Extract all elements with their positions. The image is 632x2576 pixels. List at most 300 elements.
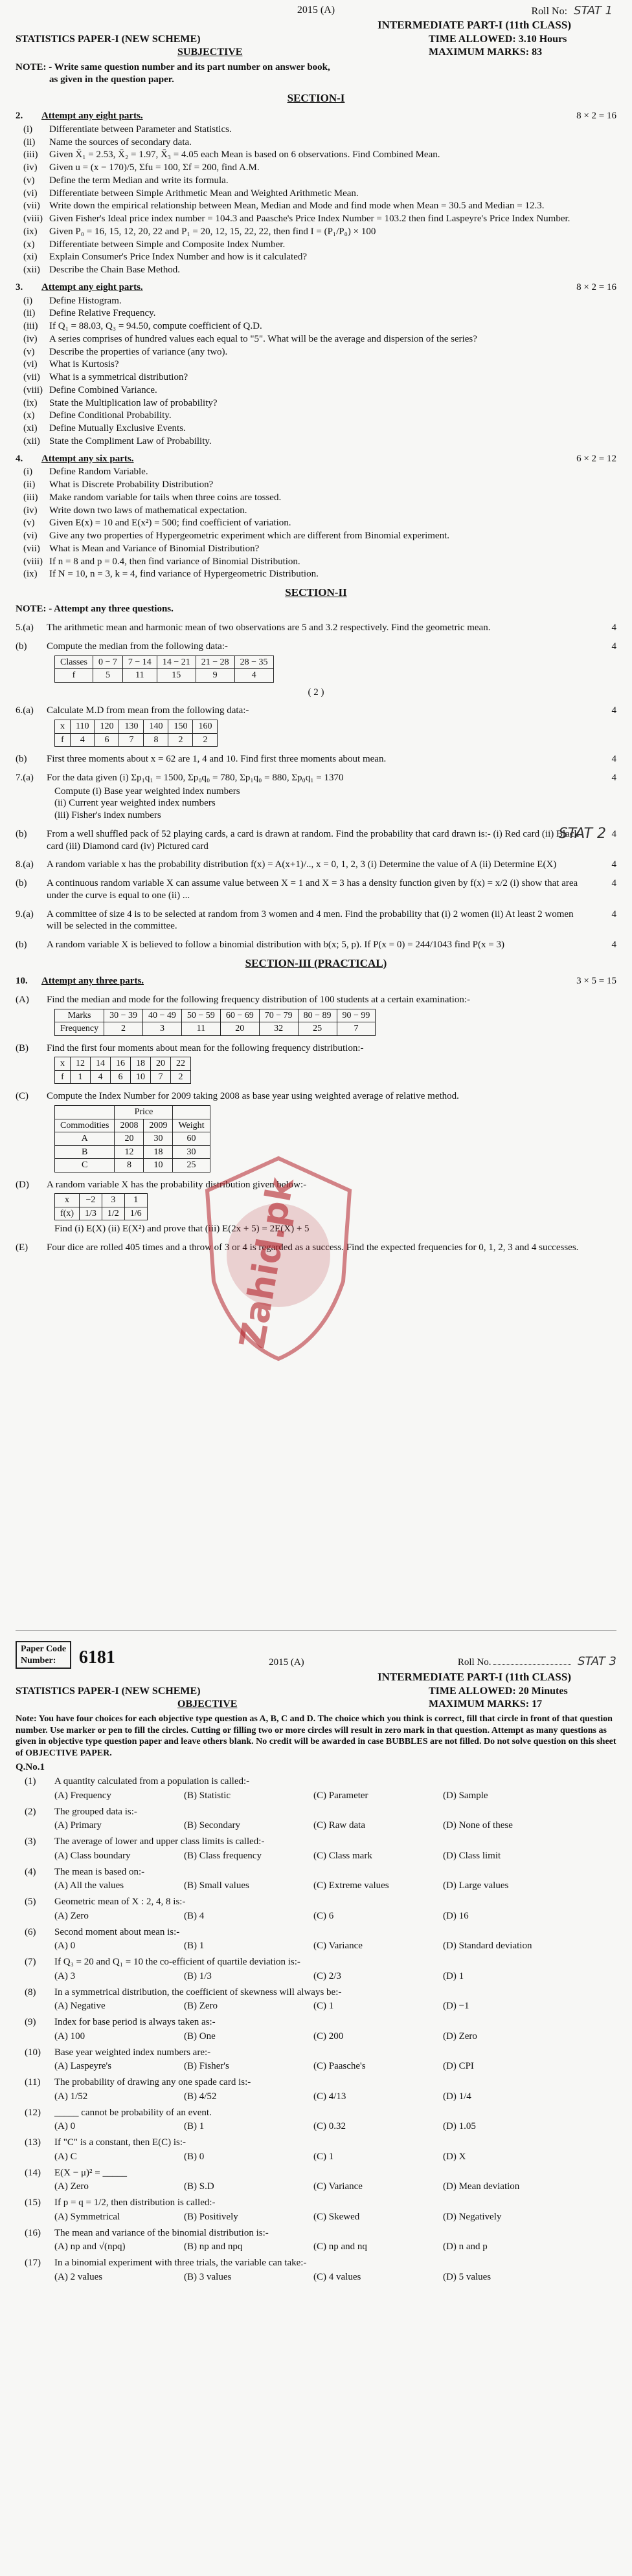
question-3-parts	[16, 295, 616, 448]
part-number: (v)	[23, 175, 35, 186]
mcq-option: (B) Positively	[184, 2211, 238, 2222]
part-number: (ix)	[23, 569, 38, 580]
question-part	[16, 384, 616, 397]
table-cell: 25	[173, 1159, 210, 1172]
question-part	[16, 295, 616, 307]
part-text: What is Discrete Probability Distribution?	[49, 479, 214, 490]
question-marks: 4	[611, 859, 616, 870]
table-row	[55, 1009, 376, 1022]
mcq-option: (C) Skewed	[313, 2211, 360, 2222]
mcq-question	[16, 2167, 616, 2179]
table-row	[55, 1207, 148, 1220]
table-cell: 15	[157, 669, 196, 683]
table-cell: 7 − 14	[122, 655, 157, 669]
mcq-option: (C) Variance	[313, 1941, 363, 1952]
question-part	[16, 410, 616, 422]
mcq-option: (D) None of these	[443, 1820, 513, 1831]
question-number: (b)	[16, 754, 27, 764]
part-text: Define Histogram.	[49, 295, 122, 306]
mcq-option: (A) All the values	[54, 1880, 124, 1891]
paper-type: OBJECTIVE	[177, 1699, 238, 1710]
type-row	[16, 46, 616, 59]
part-text: Define Combined Variance.	[49, 384, 157, 395]
table-cell: 18	[131, 1057, 151, 1071]
table-cell: 16	[111, 1057, 131, 1071]
question-marks: 4	[611, 878, 616, 888]
section-1-title: SECTION-I	[287, 91, 345, 104]
max-marks: MAXIMUM MARKS: 83	[429, 47, 543, 58]
mcq-option: (D) Negatively	[443, 2211, 502, 2222]
question-10B	[16, 1042, 616, 1055]
table-cell: 8	[115, 1159, 144, 1172]
objective-top-row	[16, 1641, 616, 1669]
mcq-option: (A) Frequency	[54, 1790, 111, 1801]
mcq-option: (A) C	[54, 2151, 77, 2162]
table-cell: Marks	[55, 1009, 104, 1022]
table-cell: x	[55, 1057, 71, 1071]
page-number: ( 2 )	[308, 687, 324, 698]
question-number: 6.(a)	[16, 705, 34, 716]
question-part	[16, 188, 616, 200]
objective-type-row	[16, 1698, 616, 1711]
mcq-number: (9)	[25, 2017, 36, 2027]
part-number: (viii)	[23, 214, 43, 224]
table-cell: Weight	[173, 1119, 210, 1132]
question-number: 8.(a)	[16, 859, 34, 870]
question-text: A continuous random variable X can assume value between X = 1 and X = 3 has a density function given by f(x) = x/2 (i) show that area under the curve is equal to one (ii) ...	[47, 878, 578, 901]
part-number: (vi)	[23, 188, 38, 199]
question-10E	[16, 1242, 616, 1254]
question-9a	[16, 908, 616, 933]
part-number: (iii)	[23, 149, 38, 160]
mcq-text: The mean is based on:-	[54, 1866, 145, 1877]
question-marks: 6 × 2 = 12	[576, 453, 616, 464]
part-number: (ii)	[23, 137, 36, 148]
part-text: If Q₁ = 88.03, Q₃ = 94.50, compute coefficient of Q.D.	[49, 321, 262, 331]
part-number: (ix)	[23, 397, 38, 408]
part-number: (x)	[23, 410, 35, 421]
table-cell: 90 − 99	[337, 1009, 376, 1022]
mcq-number: (8)	[25, 1987, 36, 1998]
mcq-option: (A) np and √(npq)	[54, 2241, 126, 2252]
question-part	[16, 530, 616, 542]
question-part	[16, 423, 616, 435]
table-cell	[173, 1106, 210, 1119]
mcq-option: (A) Zero	[54, 1910, 89, 1921]
table-row	[55, 1070, 191, 1084]
question-part	[16, 264, 616, 276]
part-text: Describe the properties of variance (any two).	[49, 346, 228, 357]
part-number: (i)	[23, 295, 33, 306]
mcq-number: (15)	[25, 2197, 41, 2208]
mcq-number: (13)	[25, 2137, 41, 2148]
mcq-number: (5)	[25, 1897, 36, 1907]
section-3-title: SECTION-III (PRACTICAL)	[245, 956, 387, 969]
table-cell: 5	[93, 669, 123, 683]
question-text: Compute the median from the following data:-	[47, 641, 228, 652]
table-cell: 30 − 39	[104, 1009, 143, 1022]
table-row	[55, 669, 274, 683]
mcq-option: (C) 200	[313, 2031, 344, 2042]
question-4	[16, 453, 616, 581]
page-divider	[16, 1630, 616, 1631]
note-continued: as given in the question paper.	[49, 74, 174, 85]
subject: STATISTICS PAPER-I (NEW SCHEME)	[16, 1686, 201, 1697]
table-cell: 32	[259, 1022, 298, 1036]
mcq-option: (A) 0	[54, 2121, 76, 2132]
part-number: (v)	[23, 346, 35, 357]
table-cell: 9	[196, 669, 234, 683]
mcq-number: (2)	[25, 1806, 36, 1817]
question-text: Compute the Index Number for 2009 taking 2008 as base year using weighted average of relative method.	[47, 1091, 459, 1102]
question-marks: 4	[611, 641, 616, 652]
part-number: (vi)	[23, 359, 38, 370]
table-cell: x	[55, 1194, 80, 1207]
mcq-option: (A) Zero	[54, 2181, 89, 2192]
part-number: (iii)	[23, 492, 38, 503]
question-instruction: Attempt any six parts.	[41, 453, 134, 464]
part-number: (viii)	[23, 556, 43, 567]
question-number: (E)	[16, 1242, 28, 1253]
part-number: (vii)	[23, 372, 40, 382]
table-cell: 22	[171, 1057, 191, 1071]
part-number: (iv)	[23, 162, 38, 173]
mcq-option: (D) Sample	[443, 1790, 488, 1801]
part-number: (iv)	[23, 505, 38, 516]
question-marks: 4	[611, 705, 616, 716]
mcq-option: (C) 0.32	[313, 2121, 346, 2132]
question-text: A committee of size 4 is to be selected at random from 3 women and 4 men. Find the probability that (i) 2 women (ii) At least 2 women will be selected in the committee.	[47, 908, 574, 932]
part-text: Given E(x) = 10 and E(x²) = 500; find coefficient of variation.	[49, 518, 291, 529]
mcq-option: (D) 5 values	[443, 2271, 491, 2282]
table-cell: f(x)	[55, 1207, 80, 1220]
question-marks: 4	[611, 828, 616, 839]
paper-code-number: 6181	[78, 1647, 115, 1668]
roll-no	[531, 4, 613, 19]
table-row	[55, 720, 218, 734]
paper-code-label	[16, 1641, 71, 1669]
table-row	[55, 1057, 191, 1071]
table-cell: f	[55, 733, 71, 747]
objective-year: 2015 (A)	[269, 1657, 304, 1668]
question-text: First three moments about x = 62 are 1, 4 and 10. Find first three moments about mean.	[47, 754, 387, 764]
question-text: A random variable X is believed to follow a binomial distribution with b(x; 5, p). If P(x = 0) = 244/1043 find P(x = 3)	[47, 940, 504, 950]
time-allowed: TIME ALLOWED: 3.10 Hours	[429, 34, 567, 45]
question-text: Four dice are rolled 405 times and a throw of 3 or 4 is regarded as a success. Find the expected frequencies for 0, 1, 2, 3 and 4 successes.	[47, 1242, 579, 1253]
mcq-option: (C) Extreme values	[313, 1880, 389, 1891]
table-cell: 25	[298, 1022, 337, 1036]
table-cell: 12	[71, 1057, 91, 1071]
mcq-question	[16, 2047, 616, 2059]
index-number-table	[54, 1105, 210, 1172]
question-part	[16, 307, 616, 320]
stat-3-handwritten: STAT 3	[578, 1654, 616, 1668]
question-number: (A)	[16, 994, 29, 1005]
question-part	[16, 371, 616, 384]
table-cell: 11	[181, 1022, 220, 1036]
table-cell: 30	[173, 1145, 210, 1159]
part-number: (vii)	[23, 201, 40, 212]
table-cell: 7	[151, 1070, 171, 1084]
mcq-option: (C) 2/3	[313, 1970, 341, 1981]
part-number: (ii)	[23, 308, 36, 319]
mcq-option: (C) Parameter	[313, 1790, 368, 1801]
table-row	[55, 1106, 210, 1119]
table-row	[55, 1145, 210, 1159]
mcq-option: (C) Class mark	[313, 1850, 372, 1861]
table-cell: 2	[171, 1070, 191, 1084]
mcq-option: (A) Laspeyre's	[54, 2061, 112, 2072]
table-cell: 110	[71, 720, 95, 734]
question-number: 4.	[16, 453, 23, 464]
question-number: 2.	[16, 111, 23, 121]
question-marks: 4	[611, 908, 616, 919]
part-number: (i)	[23, 467, 33, 478]
question-part	[16, 358, 616, 371]
mcq-question	[16, 1866, 616, 1878]
question-part	[16, 543, 616, 555]
mcq-text: Second moment about mean is:-	[54, 1926, 180, 1937]
part-text: What is Mean and Variance of Binomial Distribution?	[49, 543, 260, 554]
table-cell: 60	[173, 1132, 210, 1146]
question-part	[16, 397, 616, 410]
table-cell: 50 − 59	[181, 1009, 220, 1022]
table-cell: 2	[104, 1022, 143, 1036]
table-row	[55, 1119, 210, 1132]
table-cell: 3	[102, 1194, 124, 1207]
table-cell: 3	[143, 1022, 182, 1036]
table-cell: 8	[144, 733, 168, 747]
part-text: Given u = (x − 170)/5, Σfu = 100, Σf = 200, find A.M.	[49, 162, 260, 173]
mcq-option: (B) One	[184, 2031, 216, 2042]
mcq-options	[54, 1880, 616, 1892]
question-marks: 4	[611, 772, 616, 783]
question-part	[16, 200, 616, 212]
part-text: Define Mutually Exclusive Events.	[49, 423, 186, 434]
question-8b	[16, 877, 616, 902]
question-part	[16, 568, 616, 580]
part-text: Define Conditional Probability.	[49, 410, 172, 421]
question-marks: 4	[611, 754, 616, 764]
question-2-head	[16, 110, 616, 122]
mcq-number: (16)	[25, 2227, 41, 2238]
question-marks: 8 × 2 = 16	[576, 111, 616, 121]
mcq-text: Index for base period is always taken as:-	[54, 2017, 216, 2027]
part-text: If N = 10, n = 3, k = 4, find variance of Hypergeometric Distribution.	[49, 569, 319, 580]
mcq-question	[16, 2107, 616, 2119]
mcq-options	[54, 2091, 616, 2103]
mcq-option: (A) 1/52	[54, 2091, 88, 2102]
mcq-option: (D) 16	[443, 1910, 469, 1921]
mcq-option: (C) 6	[313, 1910, 334, 1921]
section-2-note: NOTE: - Attempt any three questions.	[16, 604, 174, 615]
part-text: State the Compliment Law of Probability.	[49, 435, 212, 446]
paper-code-box	[16, 1641, 115, 1669]
question-text: From a well shuffled pack of 52 playing cards, a card is drawn at random. Find the probability that card drawn is:- (i) Red card (ii) Black card (iii) Diamond card (iv) Pictured card	[47, 828, 579, 852]
mcq-number: (1)	[25, 1776, 36, 1787]
part-number: (vii)	[23, 543, 40, 554]
mcq-text: A quantity calculated from a population is called:-	[54, 1776, 250, 1787]
mcq-options	[54, 1910, 616, 1922]
table-cell: 1/6	[124, 1207, 147, 1220]
question-6a	[16, 705, 616, 717]
table-cell: 4	[71, 733, 95, 747]
mcq-option: (B) 1	[184, 2121, 205, 2132]
mcq-options	[54, 2271, 616, 2284]
mcq-question	[16, 2227, 616, 2240]
mcq-option: (D) 1	[443, 1970, 464, 1981]
mcq-option: (C) 4 values	[313, 2271, 361, 2282]
question-10C	[16, 1090, 616, 1103]
part-text: Differentiate between Parameter and Statistics.	[49, 124, 232, 135]
mcq-option: (D) n and p	[443, 2241, 488, 2252]
question-marks: 3 × 5 = 15	[576, 976, 616, 986]
table-cell: Commodities	[55, 1119, 115, 1132]
mcq-options	[54, 1940, 616, 1952]
mcq-number: (7)	[25, 1957, 36, 1967]
table-cell: 70 − 79	[259, 1009, 298, 1022]
paper-title: INTERMEDIATE PART-I (11th CLASS)	[377, 19, 571, 31]
question-part	[16, 175, 616, 187]
mcq-option: (B) np and npq	[184, 2241, 243, 2252]
mcq-text: In a symmetrical distribution, the coefficient of skewness will always be:-	[54, 1987, 342, 1998]
question-part	[16, 213, 616, 225]
mcq-option: (C) 1	[313, 2001, 334, 2012]
question-10D	[16, 1179, 616, 1191]
mcq-option: (B) Class frequency	[184, 1850, 262, 1861]
mcq-option: (D) Class limit	[443, 1850, 501, 1861]
question-number: 9.(a)	[16, 908, 34, 919]
question-marks: 4	[611, 622, 616, 633]
table-cell: 6	[111, 1070, 131, 1084]
table-cell: 2	[193, 733, 218, 747]
mcq-option: (B) 1/3	[184, 1970, 212, 1981]
median-data-table	[54, 655, 274, 683]
table-cell: 21 − 28	[196, 655, 234, 669]
index-number-rows	[55, 1132, 210, 1172]
question-7b	[16, 828, 616, 853]
part-number: (ii)	[23, 479, 36, 490]
mcq-option: (D) −1	[443, 2001, 469, 2012]
question-part	[16, 251, 616, 263]
mcq-question	[16, 2076, 616, 2089]
table-cell: 160	[193, 720, 218, 734]
mcq-options	[54, 1820, 616, 1832]
mcq-options	[54, 2151, 616, 2163]
question-part	[16, 346, 616, 358]
table-cell: 10	[131, 1070, 151, 1084]
table-cell: 80 − 89	[298, 1009, 337, 1022]
part-text: Given Fisher's Ideal price index number = 104.3 and Paasche's Price Index Number = 103.2 then find Laspeyre's Price Index Number.	[49, 214, 570, 224]
question-text: Calculate M.D from mean from the following data:-	[47, 705, 249, 716]
mcq-text: Geometric mean of X : 2, 4, 8 is:-	[54, 1897, 186, 1907]
roll-no-label: Roll No:	[531, 6, 568, 17]
mcq-text: Base year weighted index numbers are:-	[54, 2047, 211, 2058]
mcq-option: (C) 4/13	[313, 2091, 346, 2102]
mcq-text: The mean and variance of the binomial distribution is:-	[54, 2227, 269, 2238]
question-number: 3.	[16, 281, 23, 292]
question-7a	[16, 772, 616, 784]
table-cell: 10	[144, 1159, 173, 1172]
mcq-option: (A) Primary	[54, 1820, 102, 1831]
part-number: (xi)	[23, 423, 38, 434]
question-5b	[16, 641, 616, 653]
mcq-question	[16, 2016, 616, 2029]
mcq-option: (C) Variance	[313, 2181, 363, 2192]
paper-code-label-text: Paper Code	[21, 1644, 67, 1654]
time-allowed: TIME ALLOWED: 20 Minutes	[429, 1686, 568, 1697]
part-number: (iii)	[23, 321, 38, 331]
mcq-question	[16, 1806, 616, 1818]
mcq-option: (A) Negative	[54, 2001, 106, 2012]
mcq-text: E(X − μ)² = _____	[54, 2167, 127, 2178]
question-part	[16, 333, 616, 346]
part-text: Given P₀ = 16, 15, 12, 20, 22 and P₁ = 20, 12, 15, 22, 22, then find I = (P₁/P₀) × 100	[49, 226, 376, 237]
mcq-option: (B) S.D	[184, 2181, 214, 2192]
part-number: (i)	[23, 124, 33, 135]
question-5a	[16, 622, 616, 634]
mcq-option: (D) 1/4	[443, 2091, 471, 2102]
part-text: Given X̄₁ = 2.53, X̄₂ = 1.97, X̄₃ = 4.05 each Mean is based on 6 observations. Find Combined Mean.	[49, 149, 440, 160]
table-cell: −2	[80, 1194, 102, 1207]
question-text: A random variable X has the probability distribution given below:-	[47, 1179, 307, 1190]
mcq-option: (D) 1.05	[443, 2121, 476, 2132]
question-number: 10.	[16, 976, 28, 986]
mcq-options	[54, 1850, 616, 1862]
part-number: (xi)	[23, 252, 38, 263]
part-text: Explain Consumer's Price Index Number and how is it calculated?	[49, 252, 308, 263]
table-cell: 20	[115, 1132, 144, 1146]
max-marks: MAXIMUM MARKS: 17	[429, 1699, 543, 1710]
part-text: What is a symmetrical distribution?	[49, 372, 188, 382]
part-text: Define Relative Frequency.	[49, 308, 156, 319]
mcq-question	[16, 1956, 616, 1968]
table-cell: 18	[144, 1145, 173, 1159]
question-text: Find the median and mode for the following frequency distribution of 100 students at a certain examination:-	[47, 994, 471, 1005]
table-cell: C	[55, 1159, 115, 1172]
question-marks: 8 × 2 = 16	[576, 281, 616, 292]
question-instruction: Attempt any eight parts.	[41, 281, 143, 292]
mcq-text: In a binomial experiment with three trials, the variable can take:-	[54, 2258, 307, 2268]
question-part	[16, 239, 616, 251]
table-cell: Frequency	[55, 1022, 104, 1036]
table-cell: 4	[91, 1070, 111, 1084]
mcq-text: The grouped data is:-	[54, 1806, 137, 1817]
question-4-parts	[16, 466, 616, 580]
question-9b	[16, 939, 616, 951]
table-cell: 12	[115, 1145, 144, 1159]
question-number: (D)	[16, 1179, 29, 1190]
question-marks: 4	[611, 940, 616, 950]
question-2	[16, 110, 616, 276]
probability-distribution-table	[54, 1193, 148, 1220]
mcq-text: If "C" is a constant, then E(C) is:-	[54, 2137, 186, 2148]
roll-no-handwritten: STAT 1	[574, 4, 613, 17]
table-cell: 130	[119, 720, 144, 734]
mcq-list	[16, 1776, 616, 2284]
table-cell: x	[55, 720, 71, 734]
table-row	[55, 1022, 376, 1036]
question-number: (C)	[16, 1091, 28, 1102]
mcq-options	[54, 2000, 616, 2012]
table-cell: 20	[220, 1022, 259, 1036]
question-part	[16, 517, 616, 529]
mcq-options	[54, 1790, 616, 1802]
question-part	[16, 149, 616, 161]
table-cell: 7	[119, 733, 144, 747]
part-text: Write down two laws of mathematical expectation.	[49, 505, 247, 516]
mcq-option: (D) Large values	[443, 1880, 509, 1891]
